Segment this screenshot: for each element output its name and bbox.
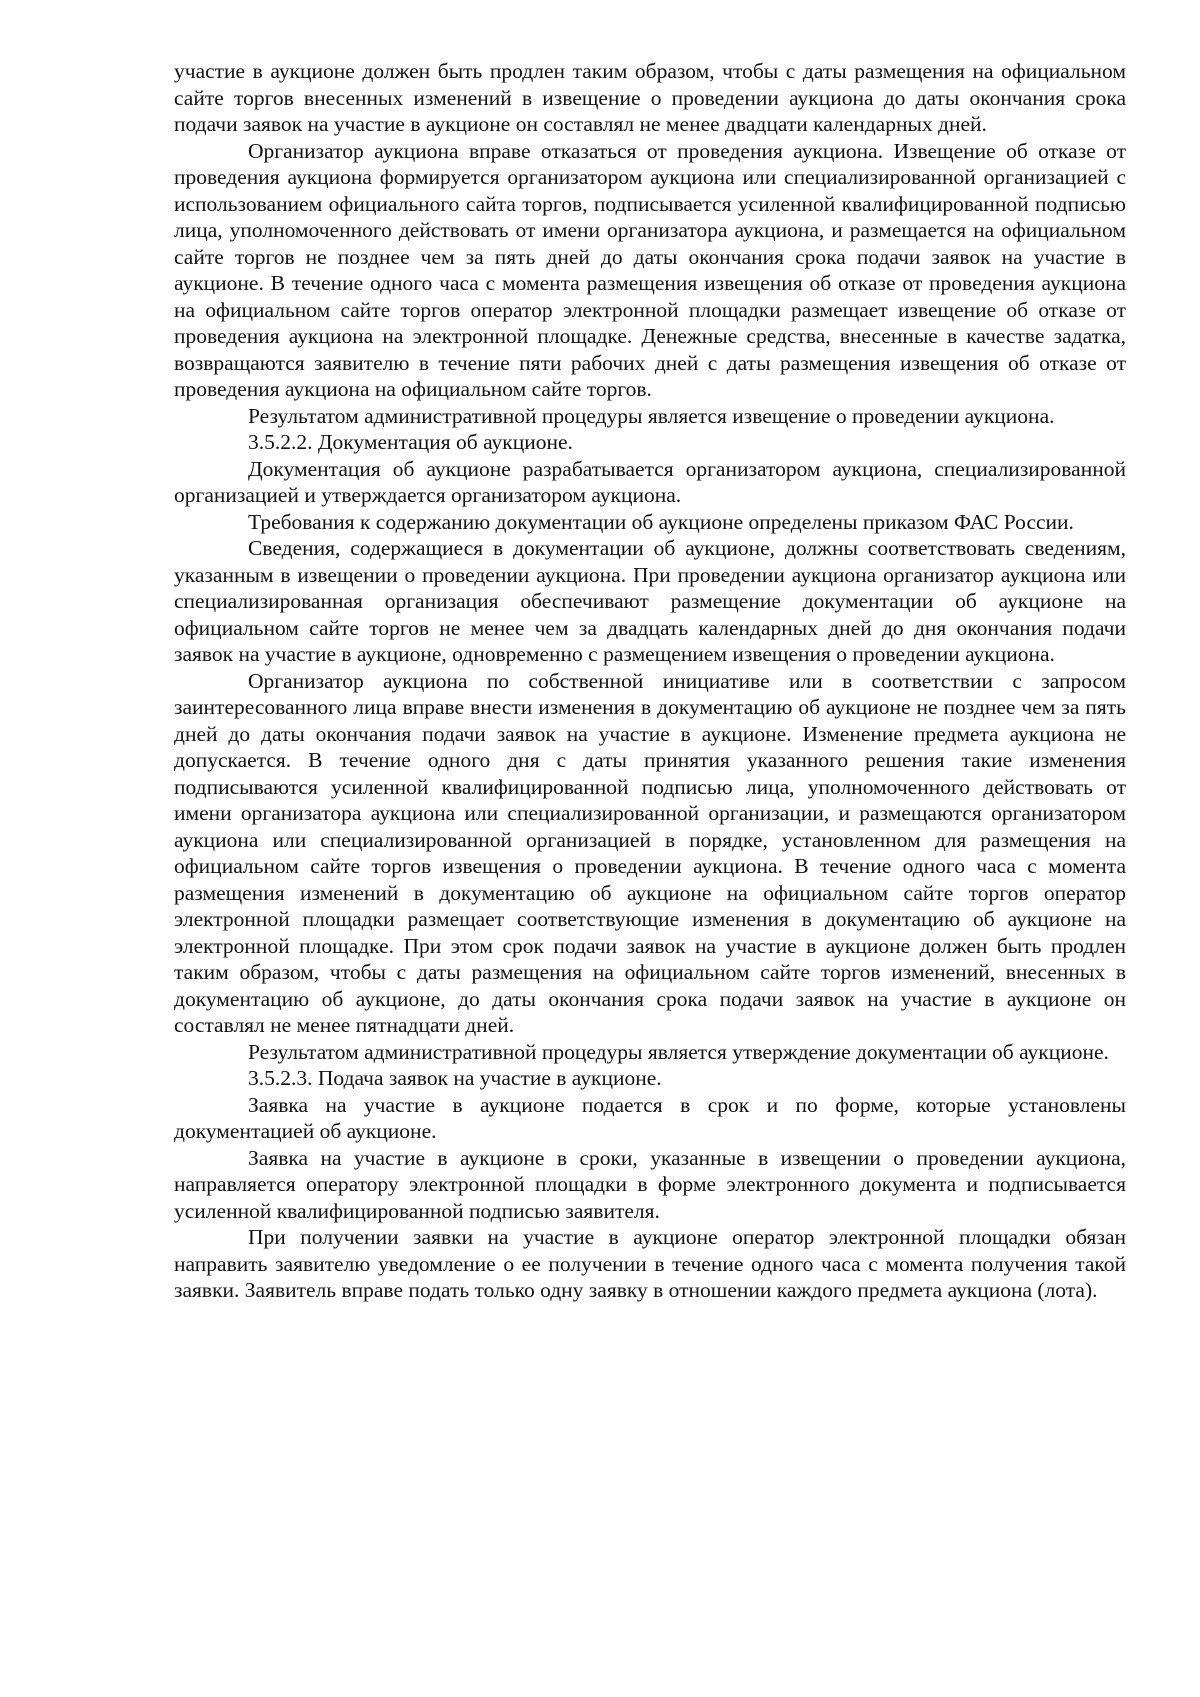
paragraph-documentation-requirements: Требования к содержанию документации об аукционе определены приказом ФАС России. (248, 509, 1074, 534)
paragraph-documentation-development: Документация об аукционе разрабатывается организатором аукциона, специализированной организацией и утверждается организатором аукциона. (174, 456, 1126, 507)
paragraph-documentation-changes: Организатор аукциона по собственной инициативе или в соответствии с запросом заинтересованного лица вправе внести изменения в документацию об аукционе не позднее чем за пять дней до даты окончания подачи заявок на участие в аукционе. Изменение предмета аукциона не допускается. В течение одного дня с даты принятия указанного решения такие изменения подписываются усиленной квалифицированной подписью лица, уполномоченного действовать от имени организатора аукциона или специализированной организации, и размещаются организатором аукциона или специализированной организацией в порядке, установленном для размещения на официальном сайте торгов извещения о проведении аукциона. В течение одного часа с момента размещения изменений в документацию об аукционе на официальном сайте торгов оператор электронной площадки размещает соответствующие изменения в документацию об аукционе на электронной площадке. При этом срок подачи заявок на участие в аукционе должен быть продлен таким образом, чтобы с даты размещения на официальном сайте торгов изменений, внесенных в документацию об аукционе, до даты окончания срока подачи заявок на участие в аукционе он составлял не менее пятнадцати дней. (174, 668, 1126, 1037)
section-heading-3-5-2-2: 3.5.2.2. Документация об аукционе. (248, 430, 573, 454)
paragraph-application-submission: Заявка на участие в аукционе в сроки, указанные в извещении о проведении аукциона, направляется оператору электронной площадки в форме электронного документа и подписывается усиленной квалифицированной подписью заявителя. (174, 1145, 1126, 1223)
paragraph-result-notice: Результатом административной процедуры является извещение о проведении аукциона. (248, 403, 1055, 428)
paragraph-refusal: Организатор аукциона вправе отказаться от проведения аукциона. Извещение об отказе от проведения аукциона формируется организатором аукциона или специализированной организацией с использованием официального сайта торгов, подписывается усиленной квалифицированной подписью лица, уполномоченного действовать от имени организатора аукциона, и размещается на официальном сайте торгов не позднее чем за пять дней до даты окончания срока подачи заявок на участие в аукционе. В течение одного часа с момента размещения извещения об отказе от проведения аукциона на официальном сайте торгов оператор электронной площадки размещает извещение об отказе от проведения аукциона на электронной площадке. Денежные средства, внесенные в качестве задатка, возвращаются заявителю в течение пяти рабочих дней с даты размещения извещения об отказе от проведения аукциона на официальном сайте торгов. (174, 138, 1126, 401)
document-body (174, 58, 1126, 1304)
paragraph-result-approval: Результатом административной процедуры является утверждение документации об аукционе. (248, 1039, 1109, 1064)
paragraph-application-receipt: При получении заявки на участие в аукционе оператор электронной площадки обязан направить заявителю уведомление о ее получении в течение одного часа с момента получения такой заявки. Заявитель вправе подать только одну заявку в отношении каждого предмета аукциона (лота). (174, 1225, 1126, 1302)
paragraph-documentation-info: Сведения, содержащиеся в документации об аукционе, должны соответствовать сведениям, указанным в извещении о проведении аукциона. При проведении аукциона организатор аукциона или специализированная организация обеспечивают размещение документации об аукционе на официальном сайте торгов не менее чем за двадцать календарных дней до дня окончания подачи заявок на участие в аукционе, одновременно с размещением извещения о проведении аукциона. (174, 536, 1126, 666)
paragraph-application-form: Заявка на участие в аукционе подается в срок и по форме, которые установлены документацией об аукционе. (174, 1092, 1126, 1143)
section-heading-3-5-2-3: 3.5.2.3. Подача заявок на участие в аукционе. (248, 1066, 662, 1090)
paragraph-continuation: участие в аукционе должен быть продлен таким образом, чтобы с даты размещения на официальном сайте торгов внесенных изменений в извещение о проведении аукциона до даты окончания срока подачи заявок на участие в аукционе он составлял не менее двадцати календарных дней. (174, 59, 1126, 136)
